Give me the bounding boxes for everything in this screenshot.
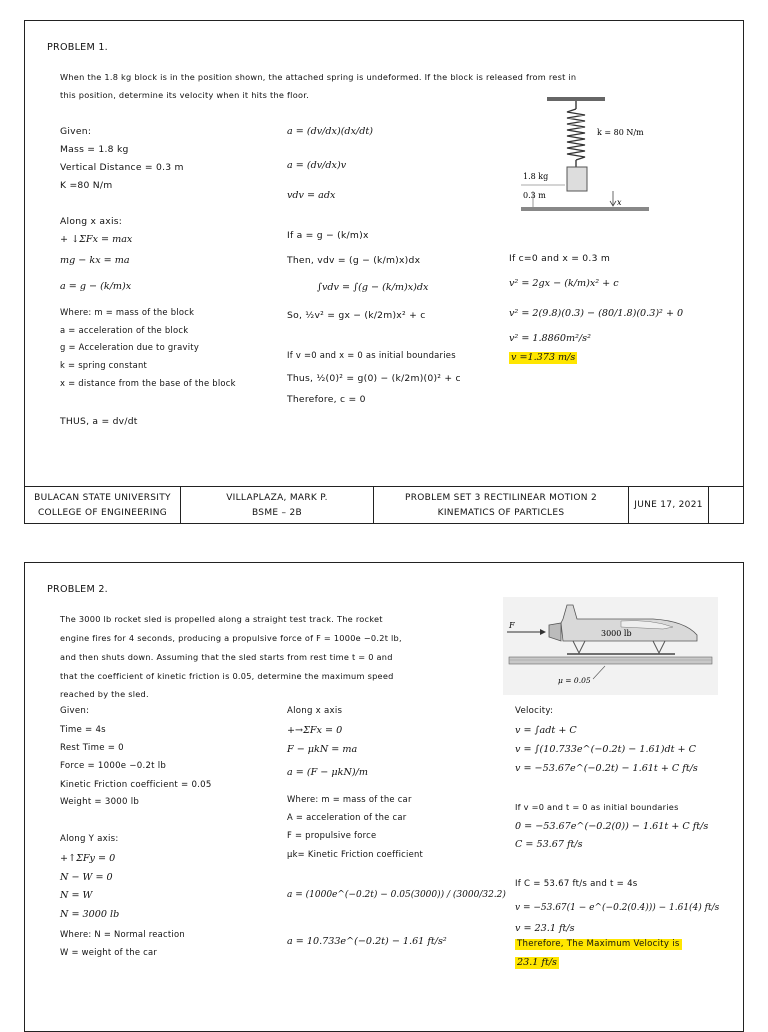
equation: C = 53.67 ft/s: [515, 839, 583, 850]
given-force: Force = 1000e −0.2t lb: [60, 761, 167, 771]
given-mass: Mass = 1.8 kg: [60, 144, 129, 155]
equation: v = ∫(10.733e^(−0.2t) − 1.61)dt + C: [515, 744, 696, 755]
equation: a = 10.733e^(−0.2t) − 1.61 ft/s²: [287, 936, 447, 947]
equation: F − μkN = ma: [287, 744, 358, 755]
equation: v = −53.67e^(−0.2t) − 1.61t + C ft/s: [515, 763, 698, 774]
definition: Where: N = Normal reaction: [60, 929, 185, 939]
answer-highlight: Therefore, The Maximum Velocity is: [517, 939, 680, 949]
mass-label: 1.8 kg: [523, 172, 549, 181]
equation: vdv = adx: [287, 190, 336, 201]
definition: a = acceleration of the block: [60, 325, 189, 335]
velocity-header: Velocity:: [515, 706, 554, 716]
given-friction: Kinetic Friction coefficient = 0.05: [60, 780, 212, 790]
equation: v = −53.67(1 − e^(−0.2(0.4))) − 1.61(4) ft/s: [515, 903, 720, 913]
x-label: x: [617, 198, 622, 207]
problem-statement: The 3000 lb rocket sled is propelled along a straight test track. The rocket: [60, 614, 383, 624]
condition: If v =0 and t = 0 as initial boundaries: [515, 802, 679, 812]
spring-block-figure: [515, 95, 665, 219]
equation: + ↓ΣFx = max: [60, 234, 133, 245]
equation: a = (dv/dx)(dx/dt): [287, 126, 373, 137]
distance-label: 0.3 m: [523, 191, 546, 200]
equation: So, ½v² = gx − (k/2m)x² + c: [287, 310, 426, 321]
equation: v = 23.1 ft/s: [515, 923, 575, 934]
topic: KINEMATICS OF PARTICLES: [437, 507, 565, 518]
definition: x = distance from the base of the block: [60, 378, 236, 388]
definition: k = spring constant: [60, 360, 148, 370]
condition: If c=0 and x = 0.3 m: [509, 253, 611, 264]
answer-highlight: 23.1 ft/s: [517, 957, 557, 968]
condition: If v =0 and x = 0 as initial boundaries: [287, 350, 456, 360]
equation: a = g − (k/m)x: [60, 281, 132, 292]
equation: v = ∫adt + C: [515, 725, 577, 736]
section: BSME – 2B: [251, 507, 302, 518]
problem-title: PROBLEM 1.: [47, 42, 108, 53]
given-distance: Vertical Distance = 0.3 m: [60, 162, 184, 173]
equation: N = 3000 lb: [60, 909, 120, 920]
problem-statement: When the 1.8 kg block is in the position shown, the attached spring is undeformed. If the block is released from rest in: [60, 72, 577, 82]
equation: a = (1000e^(−0.2t) − 0.05(3000)) / (3000/32.2): [287, 890, 506, 900]
given-time: Time = 4s: [60, 725, 106, 735]
problem-statement: and then shuts down. Assuming that the sled starts from rest time t = 0 and: [60, 652, 393, 662]
document-page-2: [24, 562, 744, 1032]
weight-label: 3000 lb: [601, 629, 632, 638]
equation: 0 = −53.67e^(−0.2(0)) − 1.61t + C ft/s: [515, 821, 709, 832]
definition: g = Acceleration due to gravity: [60, 342, 200, 352]
equation: N = W: [60, 890, 93, 901]
problem-statement: that the coefficient of kinetic friction is 0.05, determine the maximum speed: [60, 671, 394, 681]
given-k: K =80 N/m: [60, 180, 113, 191]
document-page-1: [24, 20, 744, 524]
problem-statement: engine fires for 4 seconds, producing a propulsive force of F = 1000e −0.2t lb,: [60, 633, 402, 643]
definition: μk= Kinetic Friction coefficient: [287, 849, 424, 859]
definition: Where: m = mass of the block: [60, 307, 195, 317]
problem-set: PROBLEM SET 3 RECTILINEAR MOTION 2: [405, 492, 597, 503]
equation: ∫vdv = ∫(g − (k/m)x)dx: [317, 282, 429, 293]
equation: a = (dv/dx)v: [287, 160, 347, 171]
given-header: Given:: [60, 126, 92, 137]
test-track: [509, 657, 712, 664]
equation: a = (F − μkN)/m: [287, 767, 368, 778]
definition: W = weight of the car: [60, 947, 158, 957]
university-name: BULACAN STATE UNIVERSITY: [34, 492, 171, 503]
equation: THUS, a = dv/dt: [60, 416, 138, 427]
equation: +↑ΣFy = 0: [60, 853, 116, 864]
given-header: Given:: [60, 706, 90, 716]
axis-label: Along x axis:: [60, 216, 123, 227]
equation: mg − kx = ma: [60, 255, 130, 266]
equation: v² = 2(9.8)(0.3) − (80/1.8)(0.3)² + 0: [509, 308, 684, 319]
given-weight: Weight = 3000 lb: [60, 797, 140, 807]
student-name: VILLAPLAZA, MARK P.: [226, 492, 328, 503]
axis-label: Along x axis: [287, 706, 343, 716]
problem-statement: reached by the sled.: [60, 689, 149, 699]
floor: [521, 207, 649, 211]
equation: N − W = 0: [60, 872, 113, 883]
ceiling-support: [547, 97, 605, 101]
problem-title: PROBLEM 2.: [47, 584, 108, 595]
friction-label: μ = 0.05: [558, 676, 591, 685]
college-name: COLLEGE OF ENGINEERING: [37, 507, 168, 518]
equation: Thus, ½(0)² = g(0) − (k/2m)(0)² + c: [287, 373, 461, 384]
problem-statement: this position, determine its velocity when it hits the floor.: [60, 90, 309, 100]
force-label: F: [509, 621, 515, 630]
axis-label: Along Y axis:: [60, 834, 119, 844]
equation: Then, vdv = (g − (k/m)x)dx: [287, 255, 421, 266]
equation: +→ΣFx = 0: [287, 725, 343, 736]
condition: If C = 53.67 ft/s and t = 4s: [515, 879, 638, 889]
rocket-sled-figure: [503, 597, 718, 695]
definition: F = propulsive force: [287, 830, 377, 840]
answer-highlight: v =1.373 m/s: [511, 352, 576, 363]
equation: v² = 1.8860m²/s²: [509, 333, 591, 344]
definition: A = acceleration of the car: [287, 812, 407, 822]
page-footer: [25, 486, 743, 524]
definition: Where: m = mass of the car: [287, 794, 412, 804]
result: Therefore, c = 0: [287, 394, 366, 405]
given-rest: Rest Time = 0: [60, 743, 124, 753]
spring-constant-label: k = 80 N/m: [597, 128, 644, 137]
spring: [567, 109, 585, 160]
mass-block: [567, 167, 587, 191]
condition: If a = g − (k/m)x: [287, 230, 369, 241]
equation: v² = 2gx − (k/m)x² + c: [509, 278, 619, 289]
date: JUNE 17, 2021: [634, 500, 703, 511]
